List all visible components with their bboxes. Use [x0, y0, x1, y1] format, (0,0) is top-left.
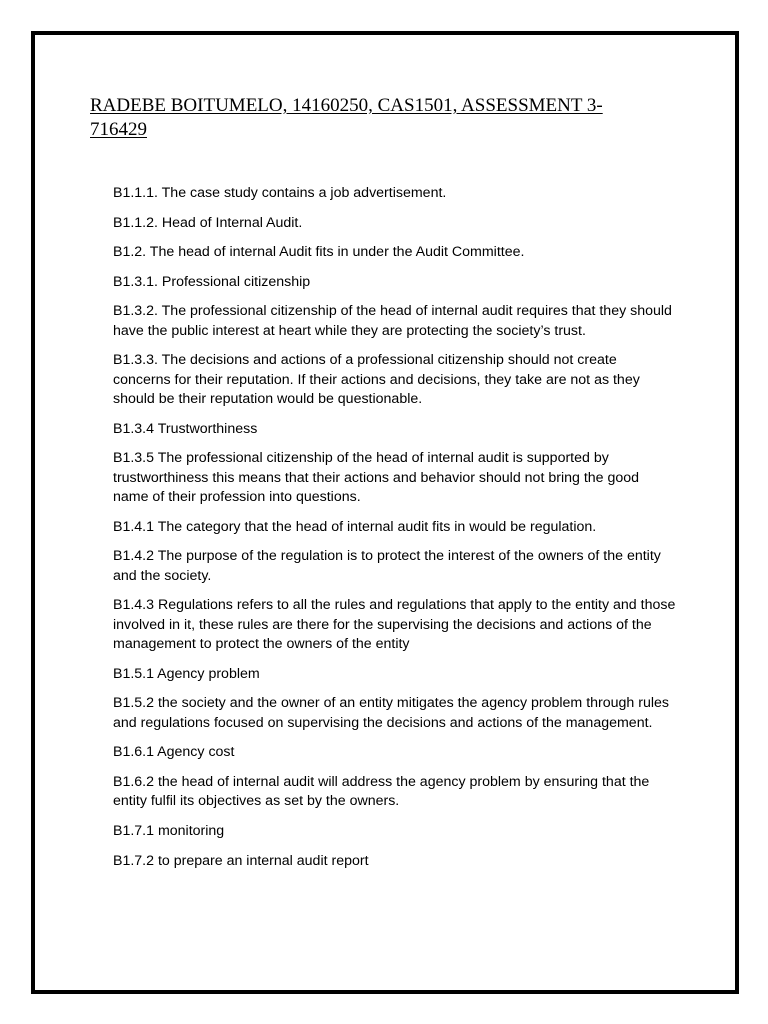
answer-item: B1.1.2. Head of Internal Audit.: [113, 214, 303, 231]
answer-item: B1.3.3. The decisions and actions of a professional citizenship should not create concerns for their reputation. If their actions and decisions, they take are not as they should be their reputation would be questionable.: [113, 352, 640, 408]
answer-item: B1.4.1 The category that the head of internal audit fits in would be regulation.: [113, 518, 597, 535]
answer-item: B1.3.1. Professional citizenship: [113, 273, 311, 290]
answer-item: B1.3.2. The professional citizenship of the head of internal audit requires that they should have the public interest at heart while they are protecting the society’s trust.: [113, 303, 672, 339]
answer-item: B1.7.1 monitoring: [113, 822, 225, 839]
answer-list: [113, 184, 678, 881]
answer-item: B1.4.3 Regulations refers to all the rules and regulations that apply to the entity and those involved in it, these rules are there for the supervising the decisions and actions of the management to protect the owners of the entity: [113, 597, 676, 653]
answer-item: B1.4.2 The purpose of the regulation is to protect the interest of the owners of the entity and the society.: [113, 548, 661, 584]
answer-item: B1.1.1. The case study contains a job advertisement.: [113, 185, 447, 201]
answer-item: B1.7.2 to prepare an internal audit report: [113, 852, 369, 869]
answer-item: B1.3.5 The professional citizenship of the head of internal audit is supported by trustworthiness this means that their actions and behavior should not bring the good name of their profession into questions.: [113, 450, 640, 506]
answer-item: B1.5.1 Agency problem: [113, 665, 260, 682]
answer-item: B1.6.2 the head of internal audit will address the agency problem by ensuring that the entity fulfil its objectives as set by the owners.: [113, 773, 650, 810]
answer-item: B1.6.1 Agency cost: [113, 744, 235, 761]
answer-item: B1.3.4 Trustworthiness: [113, 420, 258, 437]
answer-item: B1.5.2 the society and the owner of an entity mitigates the agency problem through rules and regulations focused on supervising the decisions and actions of the management.: [113, 695, 670, 731]
document-title: RADEBE BOITUMELO, 14160250, CAS1501, ASSESSMENT 3-716429: [90, 95, 603, 140]
answer-item: B1.2. The head of internal Audit fits in under the Audit Committee.: [113, 244, 525, 261]
